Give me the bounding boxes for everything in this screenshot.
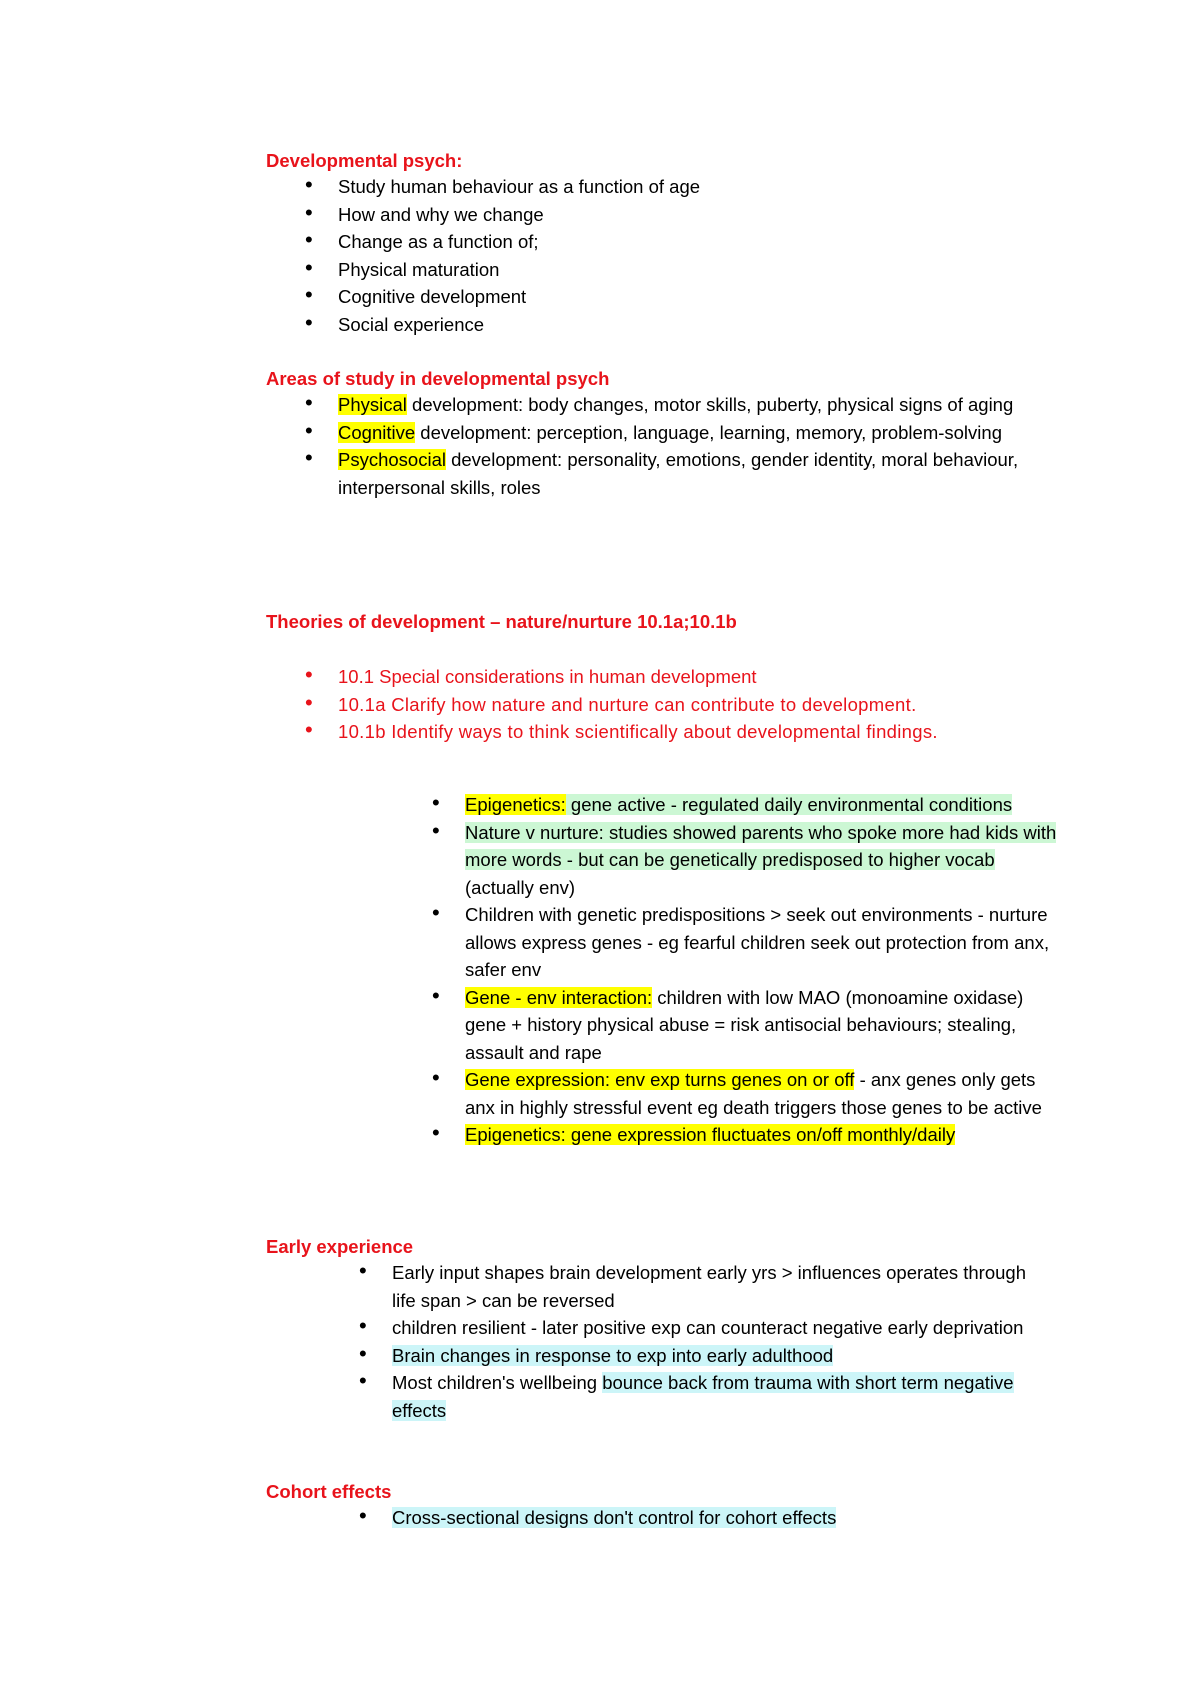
highlighted-term: Cognitive (338, 421, 416, 443)
devpsych-list (338, 173, 1058, 338)
section-heading-devpsych: Developmental psych: (266, 150, 463, 171)
list-item (465, 1066, 1065, 1121)
highlighted-text: Nature v nurture: studies showed parents who spoke more had kids with more words - but can be genetically predisposed to higher vocab (465, 821, 1057, 870)
list-item (392, 1504, 1042, 1532)
list-item: • Children with genetic predispositions > seek out environments - nurture allows express genes - eg fearful children seek out protection from anx, safer env (465, 901, 1065, 984)
item-text: (actually env) (465, 876, 576, 898)
item-text: children with low MAO (monoamine oxidase) gene + history physical abuse = risk antisocial behaviours; stealing, assault and rape (465, 986, 1024, 1063)
highlighted-text: bounce back from trauma with short term negative effects (392, 1372, 1014, 1421)
list-item (338, 419, 1058, 447)
list-item: • How and why we change (338, 201, 1058, 229)
section-heading-areas: Areas of study in developmental psych (266, 368, 610, 389)
early-list (392, 1259, 1042, 1424)
highlighted-term: Psychosocial (338, 449, 446, 470)
list-item: • children resilient - later positive exp can counteract negative early deprivation (392, 1314, 1042, 1342)
cohort-list (392, 1504, 1042, 1532)
theories-sublist (465, 791, 1065, 1149)
list-item: • Social experience (338, 311, 1058, 339)
list-item (465, 984, 1065, 1067)
item-text: development: personality, emotions, gender identity, moral behaviour, interpersonal skills, roles (338, 449, 1019, 498)
list-item: • 10.1 Special considerations in human development (338, 663, 1058, 691)
list-item: • 10.1a Clarify how nature and nurture can contribute to development. (338, 691, 1058, 719)
highlighted-term: Gene expression: env exp turns genes on or off (465, 1069, 855, 1090)
list-item (465, 1121, 1065, 1149)
section-heading-cohort: Cohort effects (266, 1481, 392, 1502)
highlighted-term: Epigenetics: (465, 794, 566, 815)
section-heading-theories: Theories of development – nature/nurture 10.1a;10.1b (266, 611, 737, 632)
list-item (392, 1369, 1042, 1424)
item-text: development: perception, language, learning, memory, problem-solving (415, 421, 1002, 443)
areas-list (338, 391, 1058, 501)
theories-list (338, 663, 1058, 746)
highlighted-term: Physical (338, 394, 407, 415)
highlighted-term: Epigenetics: gene expression fluctuates on/off monthly/daily (465, 1124, 956, 1145)
list-item: • Change as a function of; (338, 228, 1058, 256)
list-item (465, 819, 1065, 902)
highlighted-text: Cross-sectional designs don't control for cohort effects (392, 1507, 837, 1528)
list-item: • Cognitive development (338, 283, 1058, 311)
item-text: - anx genes only gets anx in highly stressful event eg death triggers those genes to be active (465, 1069, 1042, 1118)
highlighted-term: Gene - env interaction: (465, 986, 653, 1008)
item-text: gene active - regulated daily environmental conditions (565, 794, 1013, 815)
highlighted-text: Brain changes in response to exp into early adulthood (392, 1344, 834, 1366)
section-heading-early: Early experience (266, 1236, 414, 1257)
list-item (392, 1342, 1042, 1370)
list-item: • Early input shapes brain development early yrs > influences operates through life span > can be reversed (392, 1259, 1042, 1314)
item-text: development: body changes, motor skills, puberty, physical signs of aging (406, 394, 1014, 415)
list-item: • Study human behaviour as a function of age (338, 173, 1058, 201)
list-item: • 10.1b Identify ways to think scientifically about developmental findings. (338, 718, 1058, 746)
item-text: Most children's wellbeing (392, 1372, 603, 1393)
list-item (338, 446, 1058, 501)
list-item: • Physical maturation (338, 256, 1058, 284)
list-item (465, 791, 1065, 819)
list-item (338, 391, 1058, 419)
